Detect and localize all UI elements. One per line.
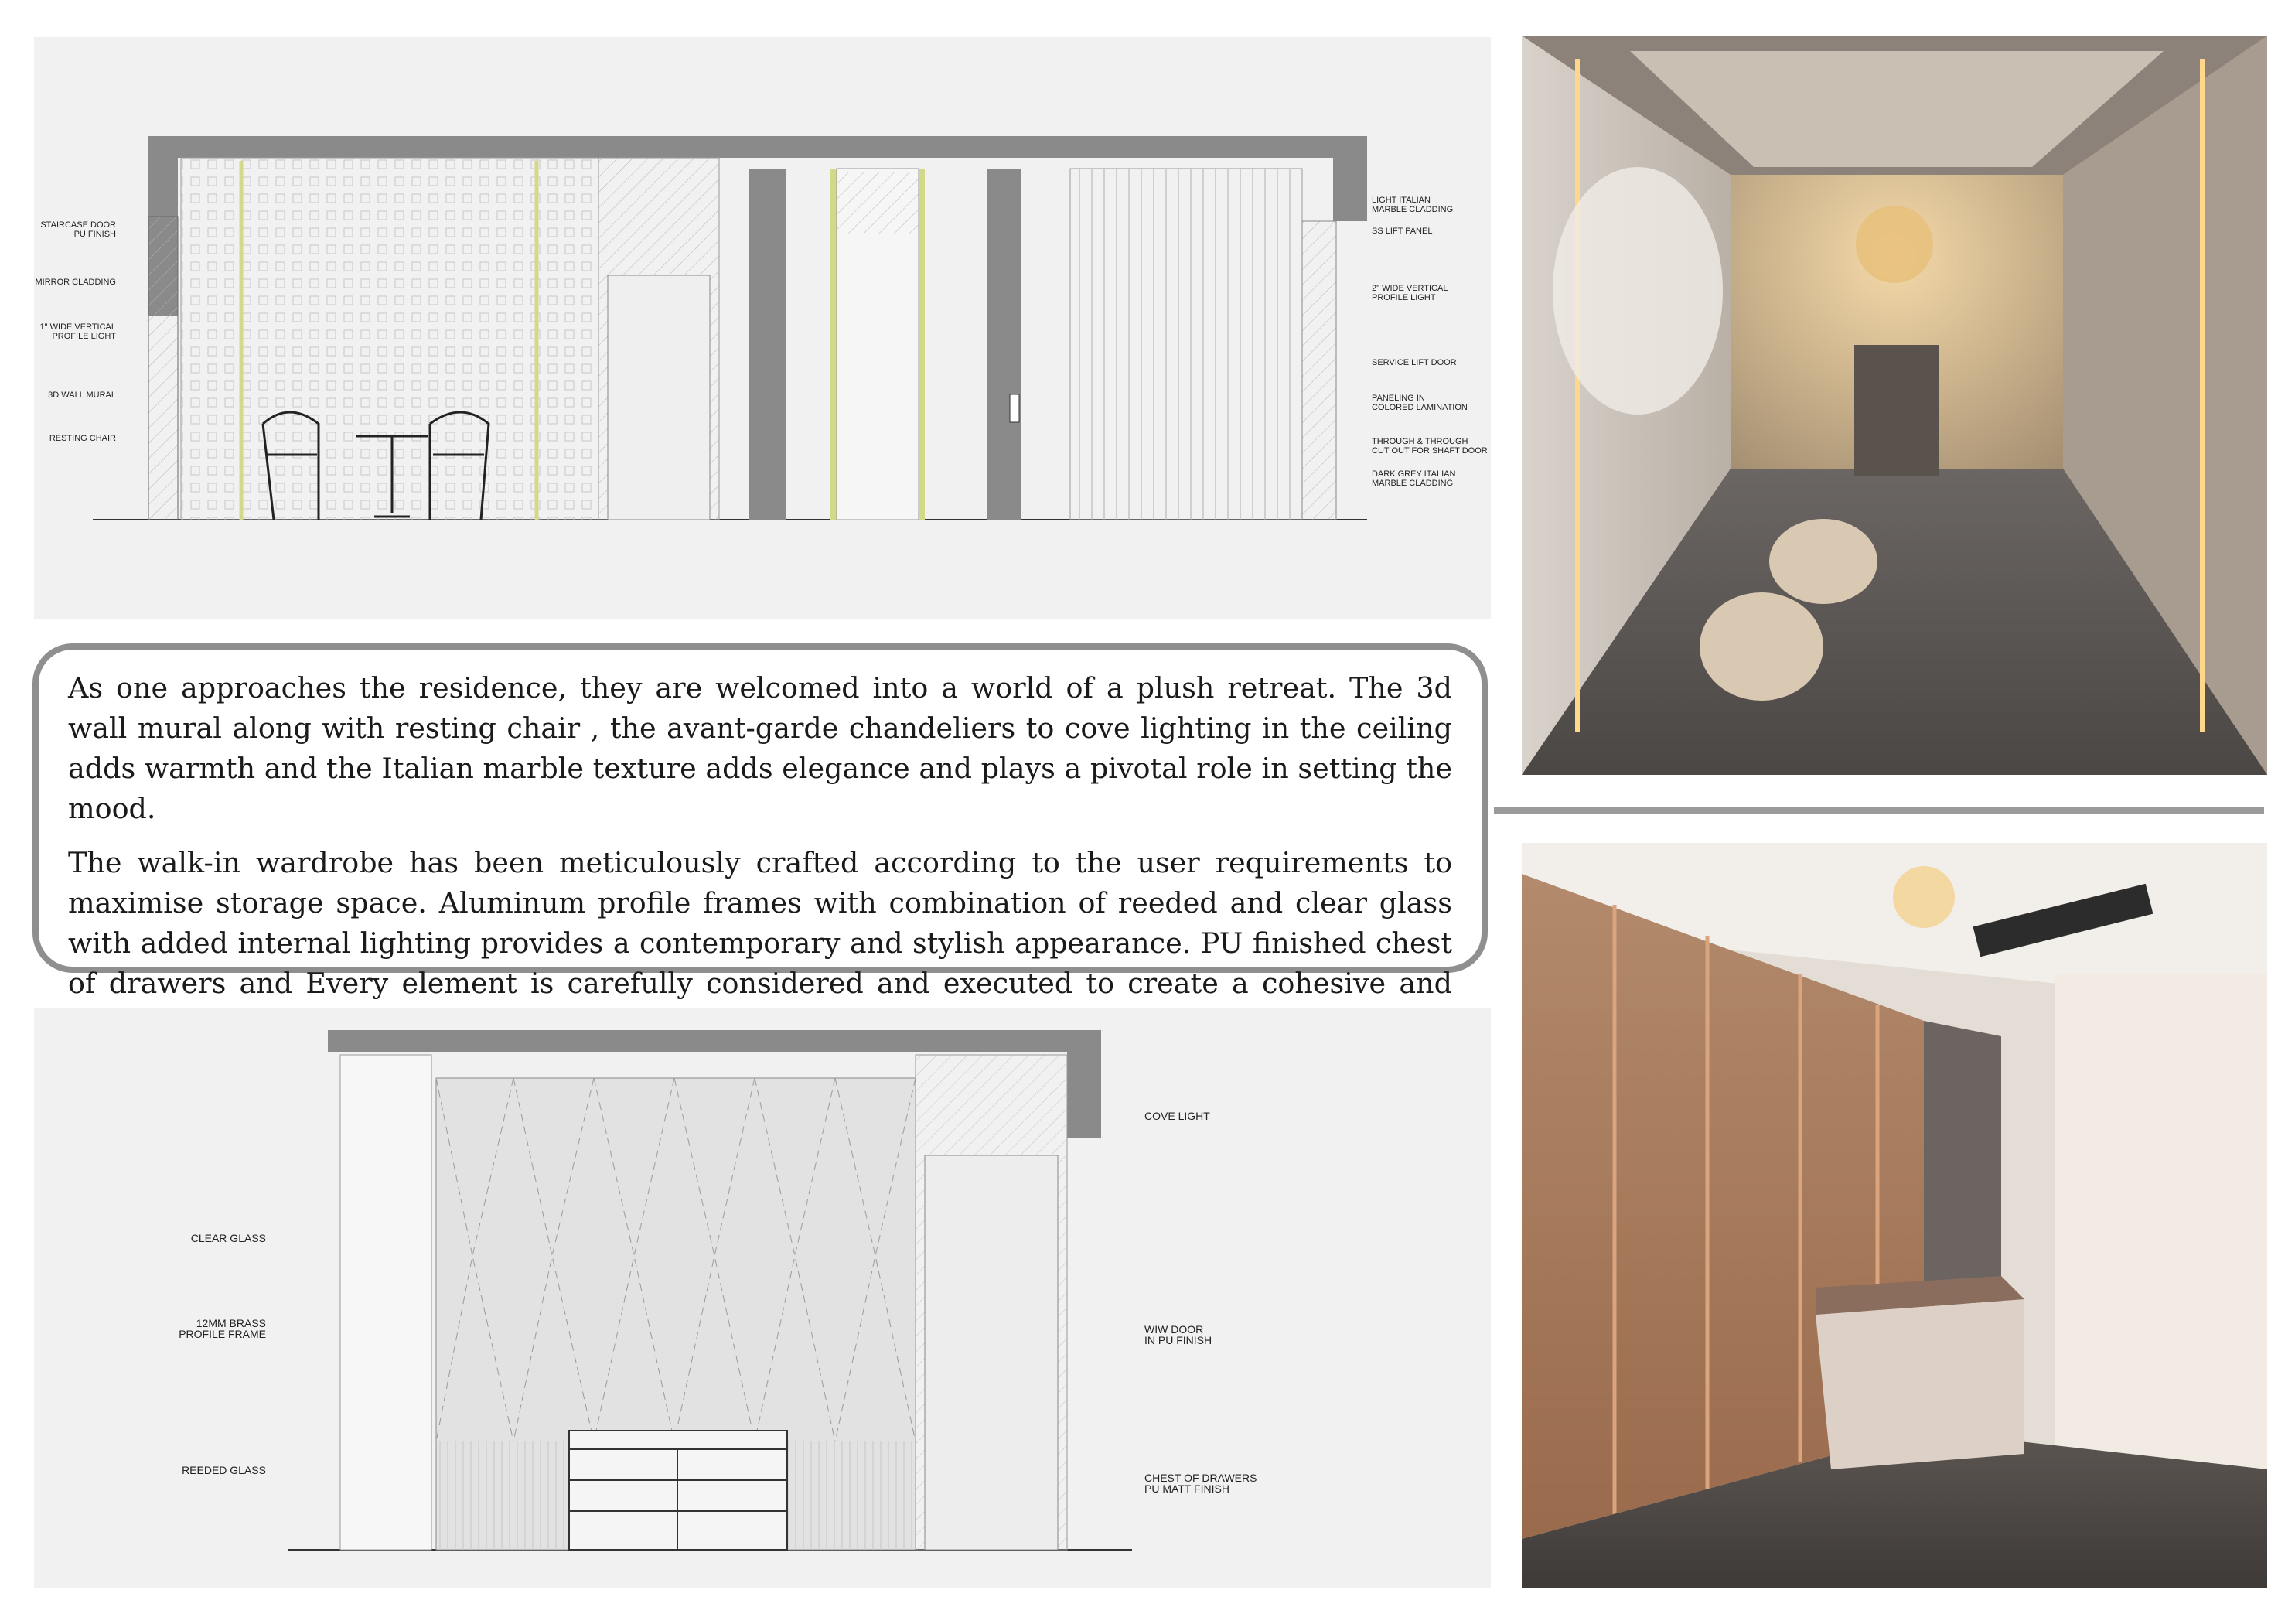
left-callouts bbox=[179, 1232, 266, 1476]
callout-label: 2" WIDE VERTICAL bbox=[1372, 284, 1448, 293]
callout-label: CLEAR GLASS bbox=[190, 1232, 266, 1244]
callout-label: PROFILE LIGHT bbox=[52, 332, 116, 341]
right-callouts bbox=[1144, 1110, 1257, 1495]
project-description bbox=[32, 643, 1488, 1000]
callout-label: IN PU FINISH bbox=[1144, 1334, 1212, 1346]
callout-label: COVE LIGHT bbox=[1144, 1110, 1210, 1122]
callout-label: THROUGH & THROUGH bbox=[1372, 437, 1468, 446]
callout-label: PU FINISH bbox=[73, 230, 116, 239]
wardrobe-render-image bbox=[1522, 843, 2267, 1588]
callout-label: PROFILE FRAME bbox=[179, 1328, 266, 1340]
callout-label: MARBLE CLADDING bbox=[1372, 205, 1454, 214]
callout-label: RESTING CHAIR bbox=[49, 434, 116, 443]
callout-label: 1" WIDE VERTICAL bbox=[39, 322, 116, 332]
description-paragraph-foyer: As one approaches the residence, they are welcomed into a world of a plush retreat. The 3d wall mural along with resting chair , the avant-garde chandeliers to cove lighting in the ceiling adds warmth and the Italian marble texture adds elegance and plays a pivotal role in setting the mood. bbox=[68, 671, 1452, 825]
section-divider bbox=[1494, 807, 2264, 814]
callout-label: CHEST OF DRAWERS bbox=[1144, 1472, 1257, 1484]
callout-label: 12MM BRASS bbox=[196, 1317, 266, 1329]
callout-label: MIRROR CLADDING bbox=[35, 278, 116, 287]
callout-label: PU MATT FINISH bbox=[1144, 1482, 1229, 1495]
right-callouts bbox=[1372, 196, 1488, 488]
description-paragraph-wardrobe: The walk-in wardrobe has been meticulously crafted according to the user requirements to maximise storage space. Aluminum profile frames with combination of reeded and clear glass with added internal lighting provides a contemporary and stylish appearance. PU finished chest of drawers and Every element is carefully considered and executed to create a cohesive and bbox=[68, 846, 1452, 1000]
left-callouts bbox=[35, 220, 116, 443]
wardrobe-elevation-drawing bbox=[34, 1008, 1491, 1588]
callout-label: DARK GREY ITALIAN bbox=[1372, 469, 1456, 479]
callout-label: REEDED GLASS bbox=[182, 1464, 266, 1476]
foyer-render-image bbox=[1522, 36, 2267, 775]
callout-label: CUT OUT FOR SHAFT DOOR bbox=[1372, 446, 1488, 455]
callout-label: LIGHT ITALIAN bbox=[1372, 196, 1431, 205]
callout-label: 3D WALL MURAL bbox=[48, 391, 116, 400]
callout-label: COLORED LAMINATION bbox=[1372, 403, 1468, 412]
callout-label: PROFILE LIGHT bbox=[1372, 293, 1436, 302]
callout-label: WIW DOOR bbox=[1144, 1323, 1204, 1336]
callout-label: SERVICE LIFT DOOR bbox=[1372, 358, 1457, 367]
callout-label: PANELING IN bbox=[1372, 394, 1425, 403]
foyer-elevation-drawing bbox=[34, 37, 1491, 619]
callout-label: STAIRCASE DOOR bbox=[40, 220, 116, 230]
callout-label: MARBLE CLADDING bbox=[1372, 479, 1454, 488]
callout-label: SS LIFT PANEL bbox=[1372, 227, 1433, 236]
